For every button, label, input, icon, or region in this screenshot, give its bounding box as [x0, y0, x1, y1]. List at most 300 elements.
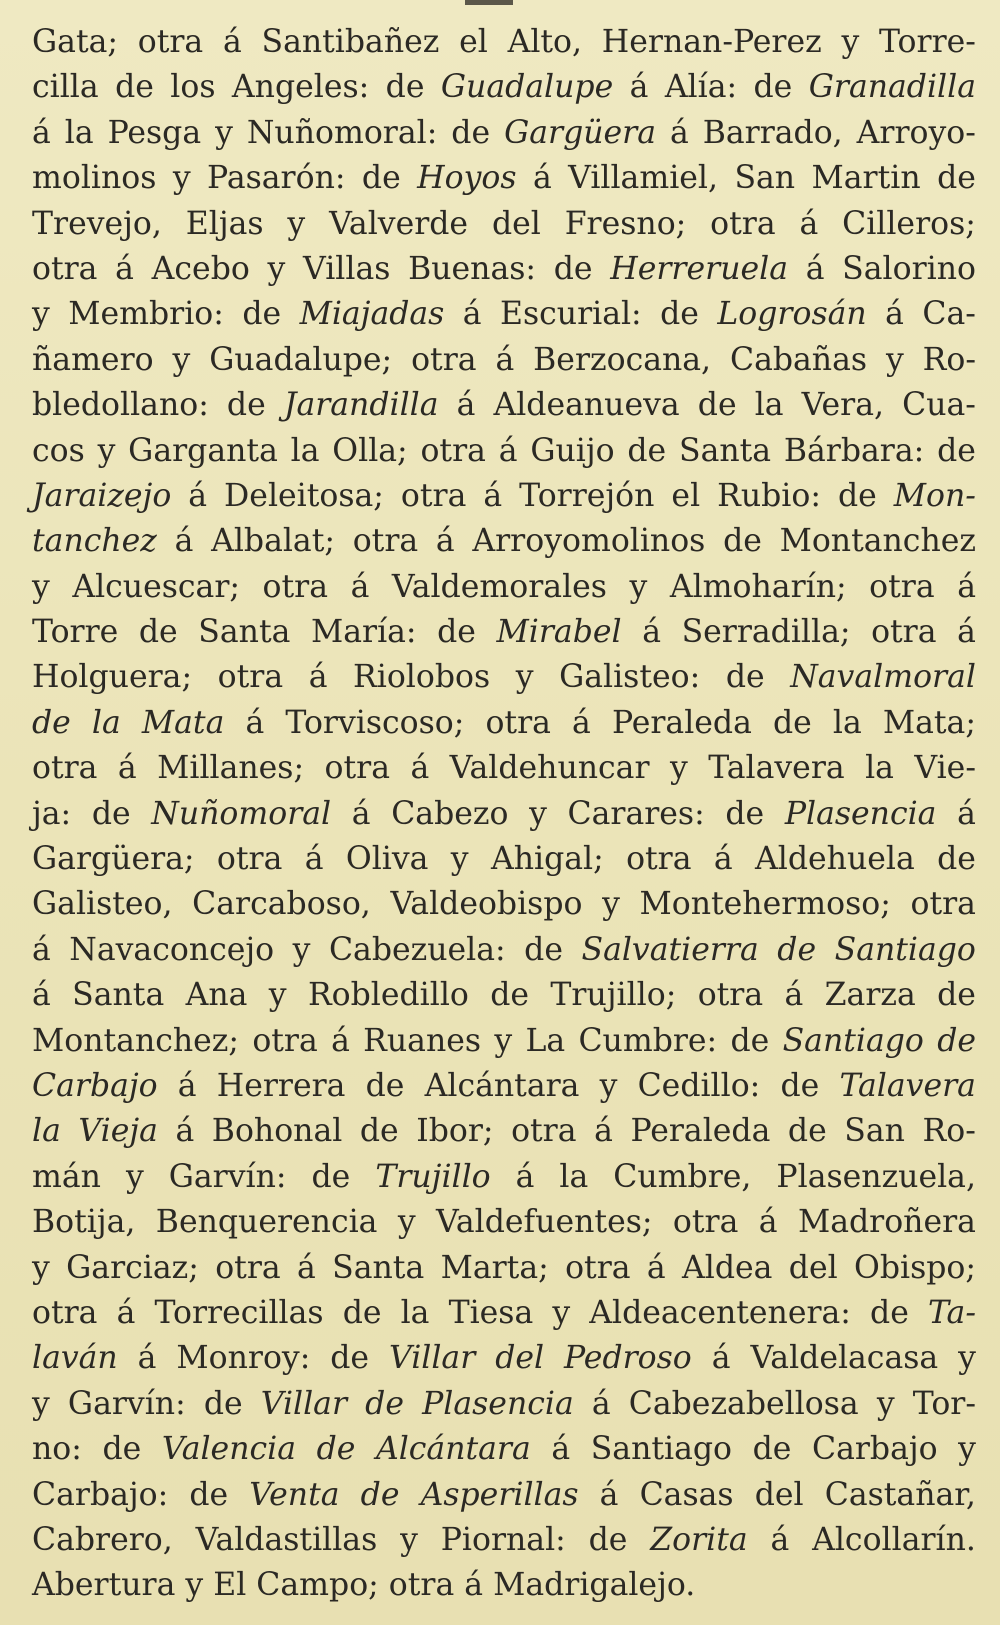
place-name: Vieja: [78, 1113, 158, 1150]
text-segment: otra: [910, 886, 976, 923]
text-segment: otra: [420, 432, 486, 469]
text-segment: los: [170, 69, 216, 106]
place-name: Villar: [389, 1340, 476, 1377]
text-segment: á: [594, 1113, 613, 1150]
text-segment: Angeles:: [231, 69, 370, 106]
place-name: de: [365, 1385, 404, 1422]
text-segment: otra: [697, 977, 764, 1014]
text-segment: Cua-: [902, 387, 976, 424]
text-segment: Montehermoso;: [639, 886, 891, 923]
text-segment: de: [524, 931, 563, 968]
text-segment: Ro-: [922, 341, 976, 378]
text-segment: Aldea: [682, 1249, 773, 1286]
text-segment: á: [957, 795, 976, 832]
text-segment: á: [308, 659, 328, 696]
text-segment: Nuñomoral:: [246, 114, 438, 151]
place-name: de: [937, 1022, 976, 1059]
text-segment: del: [754, 1476, 804, 1513]
place-name: Pedroso: [564, 1340, 692, 1377]
text-segment: de: [588, 1521, 628, 1558]
text-segment: Deleitosa;: [224, 477, 384, 514]
text-segment: Zarza: [824, 977, 916, 1014]
text-segment: Galisteo:: [559, 659, 701, 696]
text-segment: otra: [262, 568, 329, 605]
place-name: la: [91, 704, 121, 741]
text-line: [32, 1563, 976, 1608]
text-segment: de: [490, 977, 530, 1014]
text-segment: y: [602, 886, 620, 923]
text-segment: Bárbara:: [783, 432, 925, 469]
text-segment: del: [788, 1249, 838, 1286]
text-segment: la: [754, 387, 784, 424]
text-segment: el: [671, 477, 701, 514]
text-segment: Ruanes: [363, 1022, 482, 1059]
text-segment: y: [125, 1158, 144, 1195]
text-segment: de: [451, 114, 491, 151]
text-segment: de: [189, 1476, 229, 1513]
text-segment: otra: [485, 704, 551, 741]
text-line: [32, 1064, 976, 1109]
text-segment: Gargüera;: [32, 841, 195, 878]
text-segment: Salorino: [842, 250, 976, 287]
text-segment: de: [937, 160, 976, 197]
text-segment: el: [459, 24, 488, 60]
text-segment: Ahigal;: [490, 841, 604, 878]
text-segment: y: [268, 977, 287, 1014]
text-segment: Obispo;: [854, 1249, 976, 1286]
text-segment: Cabezabellosa: [628, 1385, 859, 1422]
place-name: Santiago: [834, 931, 976, 968]
text-segment: Cumbre:: [578, 1022, 718, 1059]
text-segment: Hernan-Perez: [601, 24, 822, 60]
text-segment: Oliva: [345, 841, 429, 878]
place-name: Jarandilla: [283, 387, 439, 424]
text-segment: mán: [32, 1158, 101, 1195]
text-segment: San: [734, 160, 796, 197]
place-name: Guadalupe: [440, 69, 614, 106]
text-line: [32, 519, 976, 564]
text-segment: Garvín:: [67, 1385, 186, 1422]
text-segment: Villamiel,: [568, 160, 719, 197]
place-name: la: [32, 1113, 61, 1150]
text-segment: otra: [137, 24, 204, 60]
text-segment: Tor-: [912, 1385, 976, 1422]
text-segment: de: [226, 387, 266, 424]
text-line: [32, 247, 976, 292]
text-line: [32, 1336, 976, 1381]
text-segment: Herrera: [216, 1067, 346, 1104]
text-segment: otra: [324, 750, 390, 787]
text-segment: á: [297, 1249, 316, 1286]
text-segment: Pesga: [107, 114, 202, 151]
text-segment: Garganta: [128, 432, 278, 469]
text-segment: Talavera: [708, 750, 845, 787]
text-segment: de: [342, 1294, 382, 1331]
text-segment: Cabrero,: [32, 1521, 173, 1558]
text-segment: Garciaz;: [66, 1249, 199, 1286]
place-name: laván: [32, 1340, 118, 1377]
text-segment: otra: [511, 1113, 577, 1150]
place-name: Navalmoral: [790, 659, 976, 696]
text-segment: otra: [252, 1022, 318, 1059]
text-segment: de: [937, 432, 976, 469]
text-segment: á: [758, 1204, 778, 1241]
text-segment: Arroyomolinos: [472, 523, 706, 560]
text-segment: Valdeobispo: [390, 886, 583, 923]
text-line: [32, 111, 976, 156]
text-segment: Escurial:: [499, 296, 642, 333]
text-segment: de: [780, 1067, 820, 1104]
text-segment: otra: [217, 659, 284, 696]
text-line: [32, 1155, 976, 1200]
text-segment: y: [515, 659, 534, 696]
text-segment: Valverde: [329, 205, 469, 242]
text-segment: Alto,: [507, 24, 583, 60]
text-segment: á: [515, 1158, 535, 1195]
text-segment: á: [435, 523, 455, 560]
text-segment: Trujillo;: [550, 977, 677, 1014]
text-segment: de: [385, 69, 425, 106]
text-line: [32, 882, 976, 927]
text-segment: Buenas:: [408, 250, 537, 287]
place-name: Villar: [260, 1385, 348, 1422]
text-segment: Cumbre,: [613, 1158, 752, 1195]
text-segment: Carcaboso,: [192, 886, 371, 923]
text-segment: á: [462, 296, 482, 333]
text-segment: de: [697, 387, 737, 424]
text-segment: y: [172, 341, 191, 378]
text-segment: de: [870, 1294, 909, 1331]
place-name: Plasencia: [422, 1385, 574, 1422]
text-segment: á: [483, 477, 503, 514]
text-segment: Acebo: [151, 250, 250, 287]
text-segment: Alcántara: [424, 1067, 580, 1104]
place-name: Venta: [249, 1476, 340, 1513]
text-segment: á: [177, 1067, 197, 1104]
place-name: Ta-: [927, 1294, 976, 1331]
text-line: [32, 928, 976, 973]
text-segment: á: [957, 614, 976, 651]
place-name: Jaraizejo: [32, 477, 172, 514]
text-segment: á: [410, 750, 430, 787]
text-segment: Membrio:: [68, 296, 224, 333]
text-segment: otra: [869, 568, 935, 605]
text-segment: del: [491, 205, 541, 242]
text-segment: Pasarón:: [207, 160, 346, 197]
text-segment: Barrado,: [702, 114, 843, 151]
place-name: Santiago: [782, 1022, 924, 1059]
text-segment: á: [646, 1249, 666, 1286]
text-segment: de: [437, 614, 476, 651]
text-segment: Ibor;: [416, 1113, 494, 1150]
text-line: [32, 1427, 976, 1472]
text-segment: Aldeanueva: [493, 387, 680, 424]
text-segment: Ca-: [922, 296, 976, 333]
text-segment: á: [115, 250, 134, 287]
text-segment: de: [837, 477, 877, 514]
text-segment: Santa: [332, 1249, 425, 1286]
text-segment: Madroñera: [797, 1204, 976, 1241]
text-segment: de: [753, 69, 793, 106]
text-segment: la: [559, 1158, 589, 1195]
text-segment: Serradilla;: [681, 614, 851, 651]
text-segment: Aldehuela: [755, 841, 915, 878]
text-segment: Torviscoso;: [285, 704, 465, 741]
text-segment: á: [245, 704, 265, 741]
text-segment: Casas: [639, 1476, 734, 1513]
text-line: [32, 973, 976, 1018]
text-segment: á: [711, 1340, 731, 1377]
text-segment: de: [725, 659, 765, 696]
text-segment: de: [91, 795, 131, 832]
text-segment: Peraleda: [630, 1113, 771, 1150]
text-segment: y: [400, 1521, 418, 1558]
text-segment: Cabezuela:: [328, 931, 506, 968]
text-segment: á: [350, 568, 370, 605]
text-segment: María:: [310, 614, 417, 651]
text-line: [32, 837, 976, 882]
place-name: Mon-: [893, 477, 976, 514]
text-segment: otra: [871, 614, 937, 651]
text-segment: de: [937, 841, 976, 878]
place-name: Zorita: [650, 1521, 748, 1558]
text-segment: y: [876, 1385, 895, 1422]
place-name: Talavera: [839, 1067, 976, 1104]
text-segment: á: [495, 341, 515, 378]
text-segment: y: [32, 568, 50, 605]
text-segment: Santa: [198, 614, 291, 651]
text-segment: Alcollarín.: [812, 1521, 976, 1558]
text-segment: otra: [626, 841, 692, 878]
text-segment: de: [203, 1385, 243, 1422]
text-segment: Alía:: [664, 69, 738, 106]
text-segment: de: [365, 1067, 405, 1104]
place-name: Plasencia: [784, 795, 937, 832]
text-segment: Gata;: [32, 24, 118, 60]
text-segment: á: [599, 1476, 619, 1513]
text-segment: á: [629, 69, 649, 106]
text-segment: Millanes;: [157, 750, 305, 787]
text-segment: Berzocana,: [533, 341, 712, 378]
text-segment: á: [117, 750, 137, 787]
text-segment: Santibañez: [261, 24, 440, 60]
text-segment: Benquerencia: [155, 1204, 378, 1241]
text-segment: y: [267, 250, 286, 287]
text-line: [32, 65, 976, 110]
text-segment: Santiago: [590, 1431, 732, 1468]
text-line: [32, 701, 976, 746]
body-text: [32, 20, 976, 1609]
text-segment: de: [772, 704, 812, 741]
text-segment: la: [832, 704, 862, 741]
text-segment: y: [215, 114, 233, 151]
place-name: Salvatierra: [581, 931, 759, 968]
text-segment: Rubio:: [717, 477, 821, 514]
place-name: Alcántara: [375, 1431, 531, 1468]
text-segment: y: [629, 568, 648, 605]
place-name: Logrosán: [717, 296, 867, 333]
text-segment: y: [287, 205, 306, 242]
text-segment: y: [292, 931, 311, 968]
place-name: Asperillas: [420, 1476, 579, 1513]
place-name: Granadilla: [808, 69, 976, 106]
text-segment: y: [552, 1294, 571, 1331]
text-line: [32, 156, 976, 201]
text-segment: á: [784, 977, 804, 1014]
text-segment: Torrecillas: [154, 1294, 324, 1331]
text-segment: de: [102, 1431, 142, 1468]
text-segment: Santa: [678, 432, 772, 469]
text-line: [32, 202, 976, 247]
text-segment: Aldeacentenera:: [589, 1294, 851, 1331]
text-segment: Cabañas: [729, 341, 868, 378]
text-segment: y: [529, 795, 547, 832]
text-segment: otra: [411, 341, 477, 378]
text-segment: Fresno;: [564, 205, 687, 242]
text-line: [32, 610, 976, 655]
text-segment: Peraleda: [611, 704, 752, 741]
text-segment: Cabezo: [391, 795, 509, 832]
text-segment: Albalat;: [211, 523, 335, 560]
text-segment: no:: [32, 1431, 82, 1468]
text-segment: de: [311, 1158, 351, 1195]
place-name: Nuñomoral: [151, 795, 332, 832]
text-line: [32, 565, 976, 610]
text-segment: Tiesa: [448, 1294, 534, 1331]
text-line: [32, 746, 976, 791]
text-segment: Abertura y El Campo; otra á Madrigalejo.: [32, 1567, 696, 1604]
text-segment: Torre-: [878, 24, 976, 60]
text-segment: á: [642, 614, 661, 651]
place-name: Gargüera: [504, 114, 656, 151]
text-segment: otra: [400, 477, 467, 514]
text-segment: Montanchez;: [32, 1022, 240, 1059]
text-segment: Riolobos: [353, 659, 491, 696]
text-segment: la: [64, 114, 94, 151]
text-segment: Carbajo: [811, 1431, 938, 1468]
text-segment: de: [725, 795, 765, 832]
text-segment: y: [397, 1204, 416, 1241]
text-segment: á: [669, 114, 689, 151]
text-line: [32, 1246, 976, 1291]
text-segment: á: [32, 931, 51, 968]
text-segment: Garvín:: [168, 1158, 287, 1195]
text-segment: Piornal:: [440, 1521, 566, 1558]
text-segment: Valdastillas: [195, 1521, 378, 1558]
text-segment: otra: [710, 205, 776, 242]
text-segment: Botija,: [32, 1204, 136, 1241]
text-segment: á: [805, 250, 825, 287]
text-segment: á: [116, 1294, 136, 1331]
text-segment: de: [752, 1431, 792, 1468]
text-segment: á: [551, 1431, 571, 1468]
text-segment: y: [841, 24, 860, 60]
text-segment: á: [799, 205, 819, 242]
text-segment: á: [456, 387, 476, 424]
text-segment: Marta;: [440, 1249, 549, 1286]
text-line: [32, 1382, 976, 1427]
text-segment: á: [532, 160, 552, 197]
place-name: de: [316, 1431, 356, 1468]
text-segment: á: [304, 841, 324, 878]
text-segment: á: [188, 477, 208, 514]
text-segment: de: [660, 296, 699, 333]
text-segment: á: [885, 296, 904, 333]
text-segment: San: [844, 1113, 905, 1150]
place-name: tanchez: [32, 523, 157, 560]
text-segment: Alcuescar;: [72, 568, 240, 605]
text-segment: á: [957, 568, 976, 605]
text-line: [32, 655, 976, 700]
text-segment: Valdehuncar: [449, 750, 650, 787]
place-name: de: [32, 704, 71, 741]
text-segment: otra: [352, 523, 419, 560]
text-segment: á: [222, 24, 242, 60]
text-segment: á: [174, 523, 194, 560]
text-segment: y: [958, 1340, 976, 1377]
text-segment: Torrejón: [519, 477, 655, 514]
text-segment: la: [400, 1294, 430, 1331]
text-segment: La: [525, 1022, 566, 1059]
text-segment: de: [138, 614, 178, 651]
text-segment: y: [450, 841, 469, 878]
place-name: Mata: [141, 704, 225, 741]
text-segment: á: [572, 704, 591, 741]
text-segment: Guadalupe;: [209, 341, 393, 378]
text-segment: á: [32, 977, 51, 1014]
text-segment: á: [591, 1385, 611, 1422]
text-line: [32, 1200, 976, 1245]
text-segment: Bohonal: [211, 1113, 343, 1150]
text-segment: Arroyo-: [856, 114, 976, 151]
text-segment: á: [175, 1113, 195, 1150]
text-line: [32, 292, 976, 337]
text-segment: Ro-: [922, 1113, 976, 1150]
text-segment: Holguera;: [32, 659, 193, 696]
text-segment: ñamero: [32, 341, 154, 378]
text-line: [32, 383, 976, 428]
text-segment: otra: [565, 1249, 631, 1286]
text-segment: Carares:: [567, 795, 705, 832]
text-segment: Olla;: [332, 432, 408, 469]
text-segment: cilla: [32, 69, 99, 106]
text-segment: y: [32, 1249, 50, 1286]
text-segment: ja:: [32, 795, 72, 832]
text-segment: Navaconcejo: [69, 931, 275, 968]
text-segment: otra: [32, 1294, 98, 1331]
text-segment: de: [730, 1022, 770, 1059]
text-segment: cos: [32, 432, 85, 469]
text-segment: de: [242, 296, 282, 333]
text-segment: á: [713, 841, 733, 878]
text-segment: Valdelacasa: [750, 1340, 939, 1377]
text-line: [32, 792, 976, 837]
text-segment: Villas: [303, 250, 391, 287]
text-segment: Vera,: [801, 387, 884, 424]
text-line: [32, 20, 976, 65]
text-segment: á: [32, 114, 51, 151]
text-segment: Carbajo:: [32, 1476, 169, 1513]
text-segment: Trevejo,: [32, 205, 162, 242]
text-segment: y: [599, 1067, 618, 1104]
text-segment: de: [359, 1113, 399, 1150]
page-number-fragment: [465, 0, 513, 5]
place-name: Carbajo: [32, 1067, 158, 1104]
text-segment: Plasenzuela,: [776, 1158, 976, 1195]
text-line: [32, 474, 976, 519]
text-segment: Ana: [185, 977, 248, 1014]
place-name: de: [777, 931, 817, 968]
